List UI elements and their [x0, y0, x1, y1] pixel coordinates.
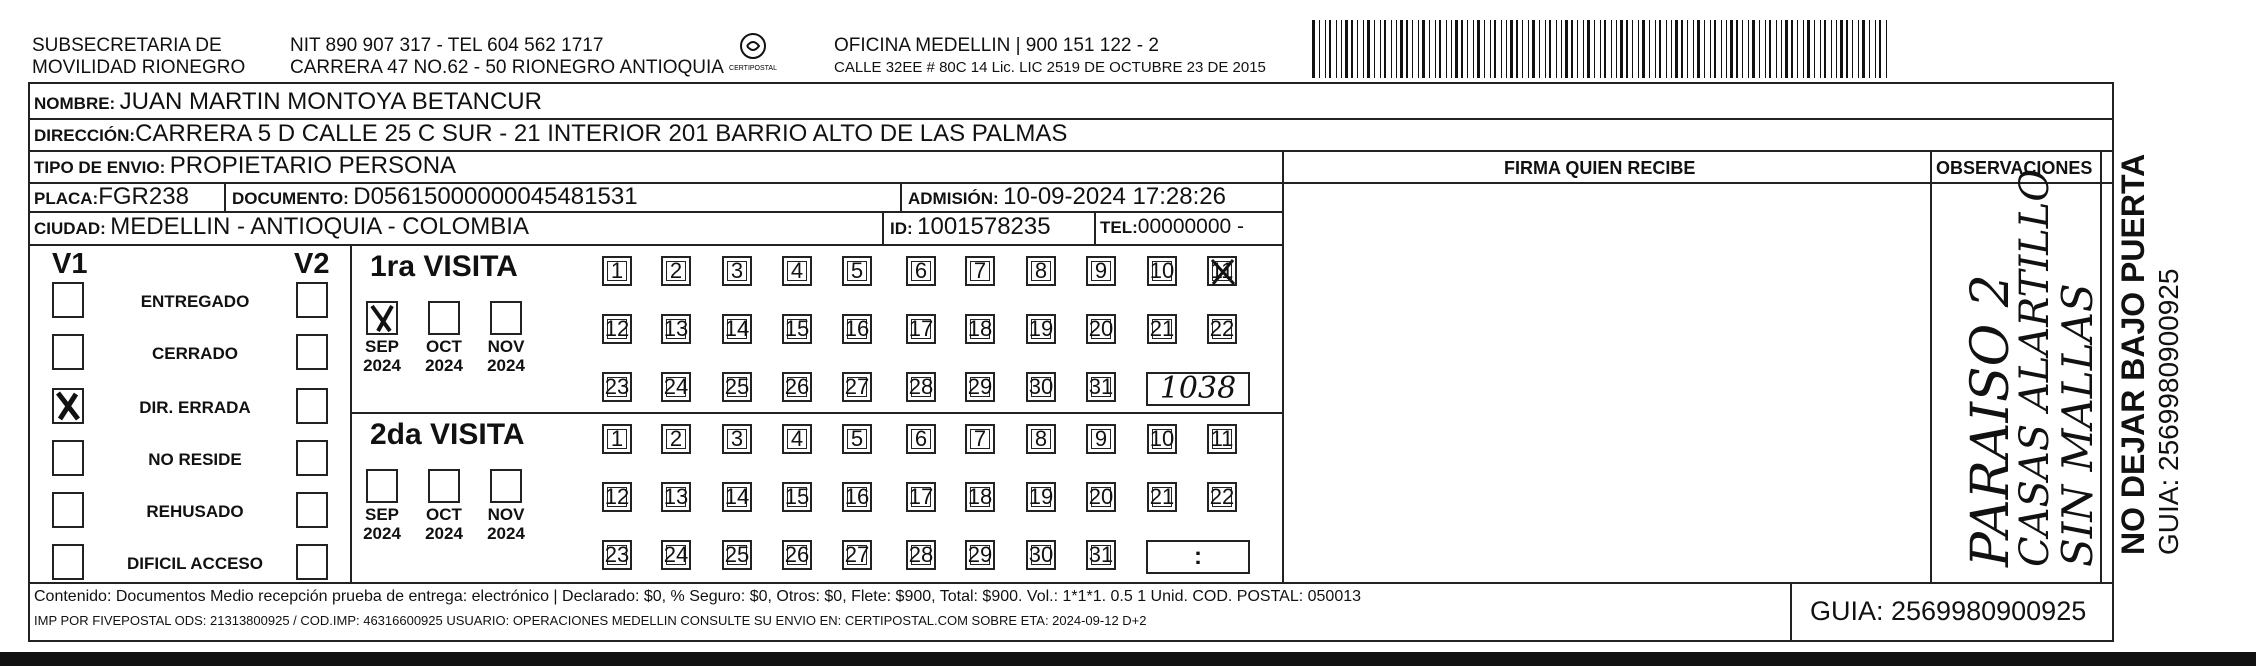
- barcode-bar: [1791, 20, 1793, 78]
- day-box[interactable]: 18: [965, 314, 995, 344]
- day-box[interactable]: 14: [722, 314, 752, 344]
- note-line-2: CASAS ALARTILLO: [2012, 168, 2058, 567]
- hour-box[interactable]: 1038: [1146, 372, 1250, 406]
- barcode-bar: [1494, 20, 1496, 78]
- note-line-1: PARAISO 2: [1961, 274, 2021, 567]
- month-label: OCT: [426, 337, 462, 356]
- barcode-bar: [1565, 20, 1568, 78]
- barcode-bar: [1374, 20, 1375, 78]
- barcode-bar: [1742, 20, 1743, 78]
- tel-label: TEL:: [1100, 218, 1138, 237]
- day-box[interactable]: 6: [906, 256, 936, 286]
- barcode-bar: [1852, 20, 1853, 78]
- day-box[interactable]: 26: [782, 540, 812, 570]
- id-label: ID:: [890, 219, 913, 238]
- barcode-bar: [1528, 20, 1529, 78]
- year-label: 2024: [425, 524, 463, 543]
- tel-row: [1100, 213, 1244, 243]
- barcode-bar: [1693, 20, 1694, 78]
- v1-checkbox[interactable]: [52, 544, 84, 580]
- barcode-bar: [1659, 20, 1661, 78]
- day-box[interactable]: 12: [602, 482, 632, 512]
- barcode-bar: [1681, 20, 1683, 78]
- barcode-bar: [1522, 20, 1523, 78]
- v1-checkbox[interactable]: [52, 334, 84, 370]
- barcode-bar: [1439, 20, 1441, 78]
- footer-guia: GUIA: 2569980900925: [1810, 596, 2087, 626]
- day-box[interactable]: 28: [906, 540, 936, 570]
- month-year-label: [476, 337, 536, 375]
- barcode-bar: [1380, 20, 1381, 78]
- month-checkbox[interactable]: [366, 469, 398, 503]
- barcode-bar: [1556, 20, 1557, 78]
- day-box[interactable]: 13: [661, 314, 691, 344]
- id-value: 1001578235: [917, 213, 1051, 240]
- month-checkbox[interactable]: [428, 469, 460, 503]
- v2-checkbox[interactable]: [296, 334, 328, 370]
- barcode-bar: [1406, 20, 1408, 78]
- day-box[interactable]: 3: [722, 256, 752, 286]
- barcode-bar: [1571, 20, 1573, 78]
- barcode-bar: [1391, 20, 1392, 78]
- barcode-bar: [1807, 20, 1810, 78]
- day-box[interactable]: 8: [1026, 256, 1056, 286]
- barcode-bar: [1759, 20, 1760, 78]
- nit-line: NIT 890 907 317 - TEL 604 562 1717: [290, 35, 604, 56]
- certipostal-logo-icon: [729, 30, 777, 72]
- barcode-bar: [1769, 20, 1771, 78]
- admision-value: 10-09-2024 17:28:26: [1003, 183, 1226, 210]
- barcode-bar: [1455, 20, 1458, 78]
- month-label: SEP: [364, 337, 400, 356]
- nombre-row: [34, 88, 542, 119]
- observaciones-header: OBSERVACIONES: [1936, 158, 2093, 178]
- day-box[interactable]: 3: [722, 424, 752, 454]
- status-label: ENTREGADO: [140, 292, 250, 311]
- barcode-bar: [1675, 20, 1678, 78]
- logo-text: CERTIPOSTAL: [729, 65, 777, 72]
- barcode-bar: [1336, 20, 1337, 78]
- day-box[interactable]: 31: [1086, 540, 1116, 570]
- barcode-bar: [1886, 20, 1887, 78]
- barcode-bar: [1545, 20, 1546, 78]
- status-label: CERRADO: [152, 344, 238, 363]
- day-box[interactable]: 17: [906, 314, 936, 344]
- barcode-bar: [1341, 20, 1342, 78]
- status-label: DIFICIL ACCESO: [126, 554, 263, 573]
- barcode-bar: [1824, 20, 1826, 78]
- barcode-bar: [1312, 20, 1315, 78]
- day-box[interactable]: 7: [965, 256, 995, 286]
- day-box[interactable]: 31: [1086, 372, 1116, 402]
- barcode-bar: [1600, 20, 1601, 78]
- direccion-value: CARRERA 5 D CALLE 25 C SUR - 21 INTERIOR 201 BARRIO ALTO DE LAS PALMAS: [135, 120, 1068, 147]
- ciudad-value: MEDELLIN - ANTIOQUIA - COLOMBIA: [110, 213, 529, 240]
- day-box[interactable]: 1: [602, 256, 632, 286]
- day-box[interactable]: 20: [1086, 482, 1116, 512]
- day-box[interactable]: 7: [965, 424, 995, 454]
- side-vertical-text: [2104, 100, 2204, 560]
- barcode-bar: [1396, 20, 1397, 78]
- year-label: 2024: [487, 524, 525, 543]
- barcode-bar: [1869, 20, 1870, 78]
- barcode-bar: [1587, 20, 1590, 78]
- day-box[interactable]: 26: [782, 372, 812, 402]
- day-box[interactable]: 12: [602, 314, 632, 344]
- documento-label: DOCUMENTO:: [232, 189, 349, 208]
- month-checkbox[interactable]: [490, 469, 522, 503]
- day-box[interactable]: 11: [1207, 424, 1237, 454]
- barcode-bar: [1484, 20, 1485, 78]
- barcode-bar: [1400, 20, 1403, 78]
- day-box[interactable]: 21: [1147, 482, 1177, 512]
- barcode-bar: [1785, 20, 1788, 78]
- day-box[interactable]: 28: [906, 372, 936, 402]
- day-box[interactable]: 23: [602, 372, 632, 402]
- barcode-graphic: [1312, 20, 1892, 78]
- nombre-label: NOMBRE:: [34, 94, 116, 113]
- barcode-bar: [1704, 20, 1705, 78]
- barcode-bar: [1697, 20, 1700, 78]
- direccion-row: [34, 120, 1067, 151]
- day-box[interactable]: 25: [722, 540, 752, 570]
- visit1-title: 1ra VISITA: [370, 250, 518, 283]
- barcode-bar: [1325, 20, 1326, 78]
- divider: [900, 182, 902, 211]
- divider: [1094, 211, 1096, 244]
- footer-line-2: IMP POR FIVEPOSTAL ODS: 21313800925 / COD.IMP: 46316600925 USUARIO: OPERACIONES MEDELLIN CONSULTE SU ENVIO EN: CERTIPOSTAL.COM SOBRE ETA: 2024-09-12 D+2: [34, 613, 1147, 628]
- barcode-bar: [1351, 20, 1353, 78]
- nombre-value: JUAN MARTIN MONTOYA BETANCUR: [119, 88, 542, 115]
- barcode-bar: [1655, 20, 1656, 78]
- month-year-label: [414, 505, 474, 543]
- org-line-1: SUBSECRETARIA DE: [32, 35, 222, 56]
- year-label: 2024: [363, 524, 401, 543]
- barcode-bar: [1714, 20, 1716, 78]
- barcode-bar: [1726, 20, 1727, 78]
- placa-label: PLACA:: [34, 189, 99, 208]
- v2-label: V2: [294, 248, 330, 280]
- barcode-bar: [1451, 20, 1452, 78]
- barcode-bar: [1776, 20, 1777, 78]
- day-box[interactable]: 1: [602, 424, 632, 454]
- year-label: 2024: [425, 356, 463, 375]
- barcode-bar: [1446, 20, 1447, 78]
- documento-value: D05615000000045481531: [353, 183, 638, 210]
- barcode-bar: [1846, 20, 1848, 78]
- note-line-3: SIN MALLAS: [2053, 283, 2102, 567]
- month-year-label: [352, 337, 412, 375]
- month-label: NOV: [487, 505, 525, 524]
- v2-checkbox[interactable]: [296, 544, 328, 580]
- barcode-bar: [1583, 20, 1584, 78]
- tipo-envio-row: [34, 152, 456, 183]
- barcode-bar: [1748, 20, 1749, 78]
- barcode-bar: [1626, 20, 1628, 78]
- barcode-bar: [1435, 20, 1436, 78]
- month-label: OCT: [426, 505, 462, 524]
- day-box[interactable]: 9: [1086, 424, 1116, 454]
- barcode-bar: [1345, 20, 1348, 78]
- barcode-bar: [1561, 20, 1562, 78]
- firma-header: FIRMA QUIEN RECIBE: [1504, 158, 1696, 178]
- barcode-bar: [1820, 20, 1821, 78]
- office-address: CALLE 32EE # 80C 14 Lic. LIC 2519 DE OCTUBRE 23 DE 2015: [834, 59, 1266, 76]
- id-row: [890, 213, 1051, 244]
- barcode-bar: [1836, 20, 1837, 78]
- day-box[interactable]: 8: [1026, 424, 1056, 454]
- month-checkbox[interactable]: [366, 301, 398, 335]
- visit2-title: 2da VISITA: [370, 418, 525, 451]
- v2-checkbox[interactable]: [296, 492, 328, 528]
- tel-value: 00000000 -: [1137, 215, 1245, 238]
- barcode-bar: [1797, 20, 1798, 78]
- day-box[interactable]: 15: [782, 314, 812, 344]
- placa-value: FGR238: [98, 183, 189, 210]
- day-box[interactable]: 2: [661, 424, 691, 454]
- barcode-bar: [1814, 20, 1815, 78]
- day-box[interactable]: 19: [1026, 482, 1056, 512]
- barcode-bar: [1730, 20, 1733, 78]
- barcode: [1312, 20, 1892, 78]
- documento-row: [232, 183, 638, 214]
- day-box[interactable]: 22: [1207, 482, 1237, 512]
- admision-label: ADMISIÓN:: [908, 189, 999, 208]
- barcode-bar: [1875, 20, 1876, 78]
- barcode-bar: [1412, 20, 1413, 78]
- day-box[interactable]: 5: [842, 424, 872, 454]
- day-box[interactable]: 9: [1086, 256, 1116, 286]
- barcode-bar: [1879, 20, 1881, 78]
- barcode-bar: [1418, 20, 1419, 78]
- office-line: OFICINA MEDELLIN | 900 151 122 - 2: [834, 35, 1159, 56]
- day-box[interactable]: 4: [782, 424, 812, 454]
- barcode-bar: [1473, 20, 1474, 78]
- day-box[interactable]: 27: [842, 372, 872, 402]
- day-box[interactable]: 2: [661, 256, 691, 286]
- day-box[interactable]: 30: [1026, 372, 1056, 402]
- status-label: DIR. ERRADA: [139, 398, 251, 417]
- ciudad-label: CIUDAD:: [34, 219, 106, 238]
- day-box[interactable]: 10: [1147, 424, 1177, 454]
- day-box[interactable]: 23: [602, 540, 632, 570]
- barcode-bar: [1532, 20, 1535, 78]
- barcode-bar: [1840, 20, 1843, 78]
- barcode-bar: [1620, 20, 1623, 78]
- day-box[interactable]: 17: [906, 482, 936, 512]
- v2-checkbox[interactable]: [296, 388, 328, 424]
- barcode-bar: [1384, 20, 1386, 78]
- address-line: CARRERA 47 NO.62 - 50 RIONEGRO ANTIOQUIA: [290, 57, 724, 78]
- barcode-bar: [1329, 20, 1331, 78]
- barcode-bar: [1858, 20, 1859, 78]
- day-box[interactable]: 25: [722, 372, 752, 402]
- footer-line-1: Contenido: Documentos Medio recepción prueba de entrega: electrónico | Declarado: $0, % Seguro: $0, Otros: $0, Flete: $900, Total: $900. Vol.: 1*1*1. 0.5 1 Unid. COD. POSTAL: 050013: [34, 588, 1362, 605]
- barcode-bar: [1781, 20, 1782, 78]
- v1-checkbox[interactable]: [52, 282, 84, 318]
- month-label: SEP: [364, 505, 400, 524]
- no-dejar-text: NO DEJAR BAJO PUERTA: [2115, 153, 2151, 555]
- divider: [882, 211, 884, 244]
- check-x-icon: [368, 303, 396, 333]
- v2-checkbox[interactable]: [296, 440, 328, 476]
- day-box[interactable]: 24: [661, 372, 691, 402]
- day-box[interactable]: 20: [1086, 314, 1116, 344]
- barcode-bar: [1506, 20, 1507, 78]
- day-box[interactable]: 19: [1026, 314, 1056, 344]
- barcode-bar: [1490, 20, 1491, 78]
- barcode-bar: [1721, 20, 1722, 78]
- day-box[interactable]: 14: [722, 482, 752, 512]
- month-label: NOV: [487, 337, 525, 356]
- day-box[interactable]: 18: [965, 482, 995, 512]
- barcode-bar: [1765, 20, 1766, 78]
- month-year-label: [476, 505, 536, 543]
- barcode-bar: [1752, 20, 1755, 78]
- barcode-bar: [1477, 20, 1480, 78]
- divider: [224, 182, 226, 211]
- placa-row: [34, 183, 189, 214]
- day-box[interactable]: 6: [906, 424, 936, 454]
- divider: [350, 412, 1284, 414]
- v1-checkbox[interactable]: [52, 440, 84, 476]
- barcode-bar: [1429, 20, 1430, 78]
- barcode-bar: [1594, 20, 1595, 78]
- day-box[interactable]: 4: [782, 256, 812, 286]
- barcode-bar: [1319, 20, 1320, 78]
- barcode-bar: [1501, 20, 1502, 78]
- year-label: 2024: [487, 356, 525, 375]
- month-checkbox[interactable]: [490, 301, 522, 335]
- v1-checkbox[interactable]: [52, 492, 84, 528]
- v1-label: V1: [52, 248, 88, 280]
- status-label: NO RESIDE: [148, 450, 242, 469]
- barcode-bar: [1710, 20, 1711, 78]
- org-line-2: MOVILIDAD RIONEGRO: [32, 57, 246, 78]
- barcode-bar: [1687, 20, 1688, 78]
- side-guia-text: GUIA: 2569980900925: [2153, 268, 2184, 555]
- barcode-bar: [1510, 20, 1513, 78]
- divider: [1282, 150, 1284, 582]
- day-box[interactable]: 22: [1207, 314, 1237, 344]
- day-box[interactable]: 13: [661, 482, 691, 512]
- month-year-label: [414, 337, 474, 375]
- org-name: [32, 35, 245, 79]
- tipo-envio-label: TIPO DE ENVIO:: [34, 158, 166, 177]
- day-box[interactable]: 16: [842, 314, 872, 344]
- day-box[interactable]: 29: [965, 372, 995, 402]
- year-label: 2024: [363, 356, 401, 375]
- barcode-bar: [1862, 20, 1865, 78]
- barcode-bar: [1516, 20, 1518, 78]
- ciudad-row: [34, 213, 529, 244]
- month-year-label: [352, 505, 412, 543]
- nit-block: [290, 35, 724, 79]
- day-box[interactable]: 5: [842, 256, 872, 286]
- barcode-bar: [1666, 20, 1667, 78]
- barcode-bar: [1632, 20, 1633, 78]
- bottom-band: [0, 652, 2256, 666]
- divider: [28, 244, 1284, 246]
- barcode-bar: [1736, 20, 1738, 78]
- barcode-bar: [1467, 20, 1468, 78]
- barcode-bar: [1831, 20, 1832, 78]
- barcode-bar: [1616, 20, 1617, 78]
- admision-row: [908, 183, 1226, 214]
- barcode-bar: [1549, 20, 1551, 78]
- day-box[interactable]: 24: [661, 540, 691, 570]
- divider: [1790, 582, 1792, 642]
- barcode-bar: [1671, 20, 1672, 78]
- barcode-bar: [1642, 20, 1645, 78]
- v2-checkbox[interactable]: [296, 282, 328, 318]
- barcode-bar: [1363, 20, 1364, 78]
- barcode-bar: [1649, 20, 1650, 78]
- barcode-bar: [1604, 20, 1606, 78]
- v1-checkbox[interactable]: [52, 388, 84, 424]
- day-box[interactable]: 27: [842, 540, 872, 570]
- direccion-label: DIRECCIÓN:: [34, 126, 136, 145]
- barcode-bar: [1638, 20, 1639, 78]
- day-box[interactable]: 15: [782, 482, 812, 512]
- office-block: [834, 35, 1266, 79]
- barcode-bar: [1461, 20, 1463, 78]
- month-checkbox[interactable]: [428, 301, 460, 335]
- barcode-bar: [1577, 20, 1578, 78]
- day-box[interactable]: 29: [965, 540, 995, 570]
- tipo-envio-value: PROPIETARIO PERSONA: [169, 152, 457, 179]
- day-box[interactable]: 30: [1026, 540, 1056, 570]
- divider: [28, 582, 2114, 584]
- day-box[interactable]: 10: [1147, 256, 1177, 286]
- barcode-bar: [1357, 20, 1358, 78]
- barcode-bar: [1422, 20, 1425, 78]
- barcode-bar: [1367, 20, 1370, 78]
- barcode-bar: [1611, 20, 1612, 78]
- day-box[interactable]: 11: [1207, 256, 1237, 286]
- barcode-bar: [1539, 20, 1540, 78]
- hour-box[interactable]: :: [1146, 540, 1250, 574]
- check-x-icon: [54, 390, 82, 422]
- day-box[interactable]: 21: [1147, 314, 1177, 344]
- status-label: REHUSADO: [146, 502, 244, 521]
- day-box[interactable]: 16: [842, 482, 872, 512]
- barcode-bar: [1803, 20, 1804, 78]
